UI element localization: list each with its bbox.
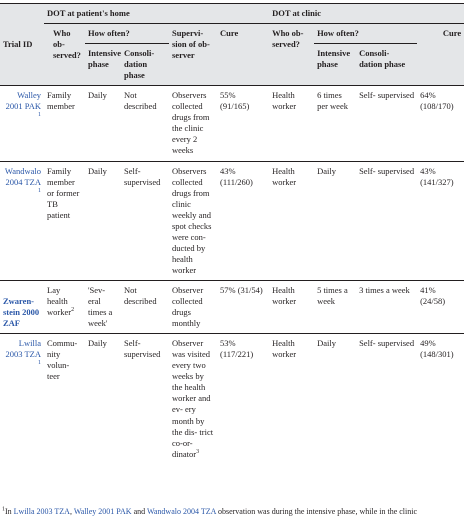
trial-id-cell: Walley 2001 PAK $^1$ bbox=[5, 90, 41, 119]
trial-id-cell: Wandwalo 2004 TZA $^1$ bbox=[4, 165, 41, 194]
header-home-how-often: How often? bbox=[85, 24, 169, 44]
dot-comparison-table bbox=[0, 3, 464, 464]
home-consol-cell: Not described bbox=[124, 90, 157, 112]
home-intensive-cell: Daily bbox=[88, 90, 107, 101]
clinic-consol-cell: Self- supervised bbox=[359, 165, 415, 176]
trial-link[interactable]: Walley 2001 PAK bbox=[5, 90, 41, 112]
supervision-cell: Observer collected drugs monthly bbox=[172, 284, 204, 329]
clinic-consol-cell: 3 times a week bbox=[359, 284, 410, 295]
clinic-intensive-cell: 6 times per week bbox=[317, 90, 348, 112]
home-intensive-cell: Daily bbox=[88, 338, 107, 349]
table-row bbox=[0, 86, 464, 161]
table-row bbox=[0, 161, 464, 280]
table-row bbox=[0, 280, 464, 333]
home-who-cell: Commu- nity volun- teer bbox=[47, 338, 78, 382]
header-clinic-cure: Cure bbox=[442, 28, 462, 39]
clinic-who-cell: Health worker bbox=[272, 90, 297, 112]
clinic-intensive-cell: 5 times a week bbox=[317, 284, 348, 307]
home-cure-cell: 55% (91/165) bbox=[220, 90, 250, 112]
home-intensive-cell: 'Sev- eral times a week' bbox=[88, 284, 113, 329]
footnote: $^1$In Lwilla 2003 TZA, Walley 2001 PAK and Wandwalo 2004 TZA observation was during the intensive phase, while in the clinic bbox=[2, 506, 418, 516]
home-cure-cell: 57% (31/54) bbox=[220, 284, 263, 295]
header-home-intensive: Intensive phase bbox=[88, 48, 122, 70]
trial-id-cell: Lwilla 2003 TZA $^1$ bbox=[5, 338, 41, 367]
clinic-who-cell: Health worker bbox=[272, 338, 297, 360]
home-cure-cell: 53% (117/221) bbox=[220, 338, 254, 360]
header-row-2 bbox=[0, 24, 464, 44]
trial-link[interactable]: Zwaren- stein 2000 ZAF bbox=[3, 296, 40, 329]
table-row bbox=[0, 334, 464, 464]
header-clinic-intensive: Intensive phase bbox=[317, 48, 351, 70]
header-home-who: Who ob- served? bbox=[53, 28, 81, 61]
home-who-cell: Family member or former TB patient bbox=[47, 165, 80, 220]
header-clinic-how-often: How often? bbox=[314, 24, 417, 44]
home-consol-cell: Self- supervised bbox=[124, 165, 161, 187]
home-who-cell: Lay health worker$^2$ bbox=[47, 284, 75, 318]
header-home-cure: Cure bbox=[220, 28, 239, 39]
clinic-intensive-cell: Daily bbox=[317, 165, 336, 176]
header-clinic-consolidation: Consoli- dation phase bbox=[359, 48, 406, 70]
trial-link[interactable]: Lwilla 2003 TZA bbox=[5, 338, 41, 360]
header-row-1 bbox=[0, 4, 464, 24]
header-clinic: DOT at clinic bbox=[269, 4, 464, 24]
header-home-consolidation: Consoli- dation phase bbox=[124, 48, 155, 81]
home-intensive-cell: Daily bbox=[88, 165, 107, 176]
footnote-link-walley[interactable]: Walley 2001 PAK bbox=[73, 507, 132, 516]
clinic-consol-cell: Self- supervised bbox=[359, 338, 415, 349]
clinic-who-cell: Health worker bbox=[272, 284, 297, 307]
header-supervision: Supervi- sion of ob- server bbox=[172, 28, 210, 61]
footnote-link-wandwalo[interactable]: Wandwalo 2004 TZA bbox=[146, 507, 216, 516]
footnote-link-lwilla[interactable]: Lwilla 2003 TZA bbox=[13, 507, 70, 516]
clinic-cure-cell: 64% (108/170) bbox=[420, 90, 454, 112]
clinic-cure-cell: 43% (141/327) bbox=[420, 165, 454, 187]
home-who-cell: Family member bbox=[47, 90, 75, 112]
header-home: DOT at patient's home bbox=[44, 4, 269, 24]
clinic-cure-cell: 41% (24/58) bbox=[420, 284, 446, 307]
trial-link[interactable]: Wandwalo 2004 TZA bbox=[4, 165, 41, 187]
clinic-intensive-cell: Daily bbox=[317, 338, 336, 349]
clinic-who-cell: Health worker bbox=[272, 165, 297, 187]
header-trial-id: Trial ID bbox=[3, 39, 33, 50]
trial-id-cell bbox=[0, 280, 44, 333]
supervision-cell: Observers collected drugs from clinic weekly and spot checks were con- ducted by health worker bbox=[172, 165, 212, 275]
home-consol-cell: Self- supervised bbox=[124, 338, 161, 360]
home-consol-cell: Not described bbox=[124, 284, 157, 307]
header-clinic-who: Who ob- served? bbox=[272, 28, 304, 50]
clinic-cure-cell: 49% (148/301) bbox=[420, 338, 454, 360]
home-cure-cell: 43% (111/260) bbox=[220, 165, 253, 187]
supervision-cell: Observers collected drugs from the clinic every 2 weeks bbox=[172, 90, 210, 156]
clinic-consol-cell: Self- supervised bbox=[359, 90, 415, 101]
supervision-cell: Observer was visited every two weeks by the health worker and ev- ery month by the dis- trict co-or- dinator$^3$ bbox=[172, 338, 214, 459]
